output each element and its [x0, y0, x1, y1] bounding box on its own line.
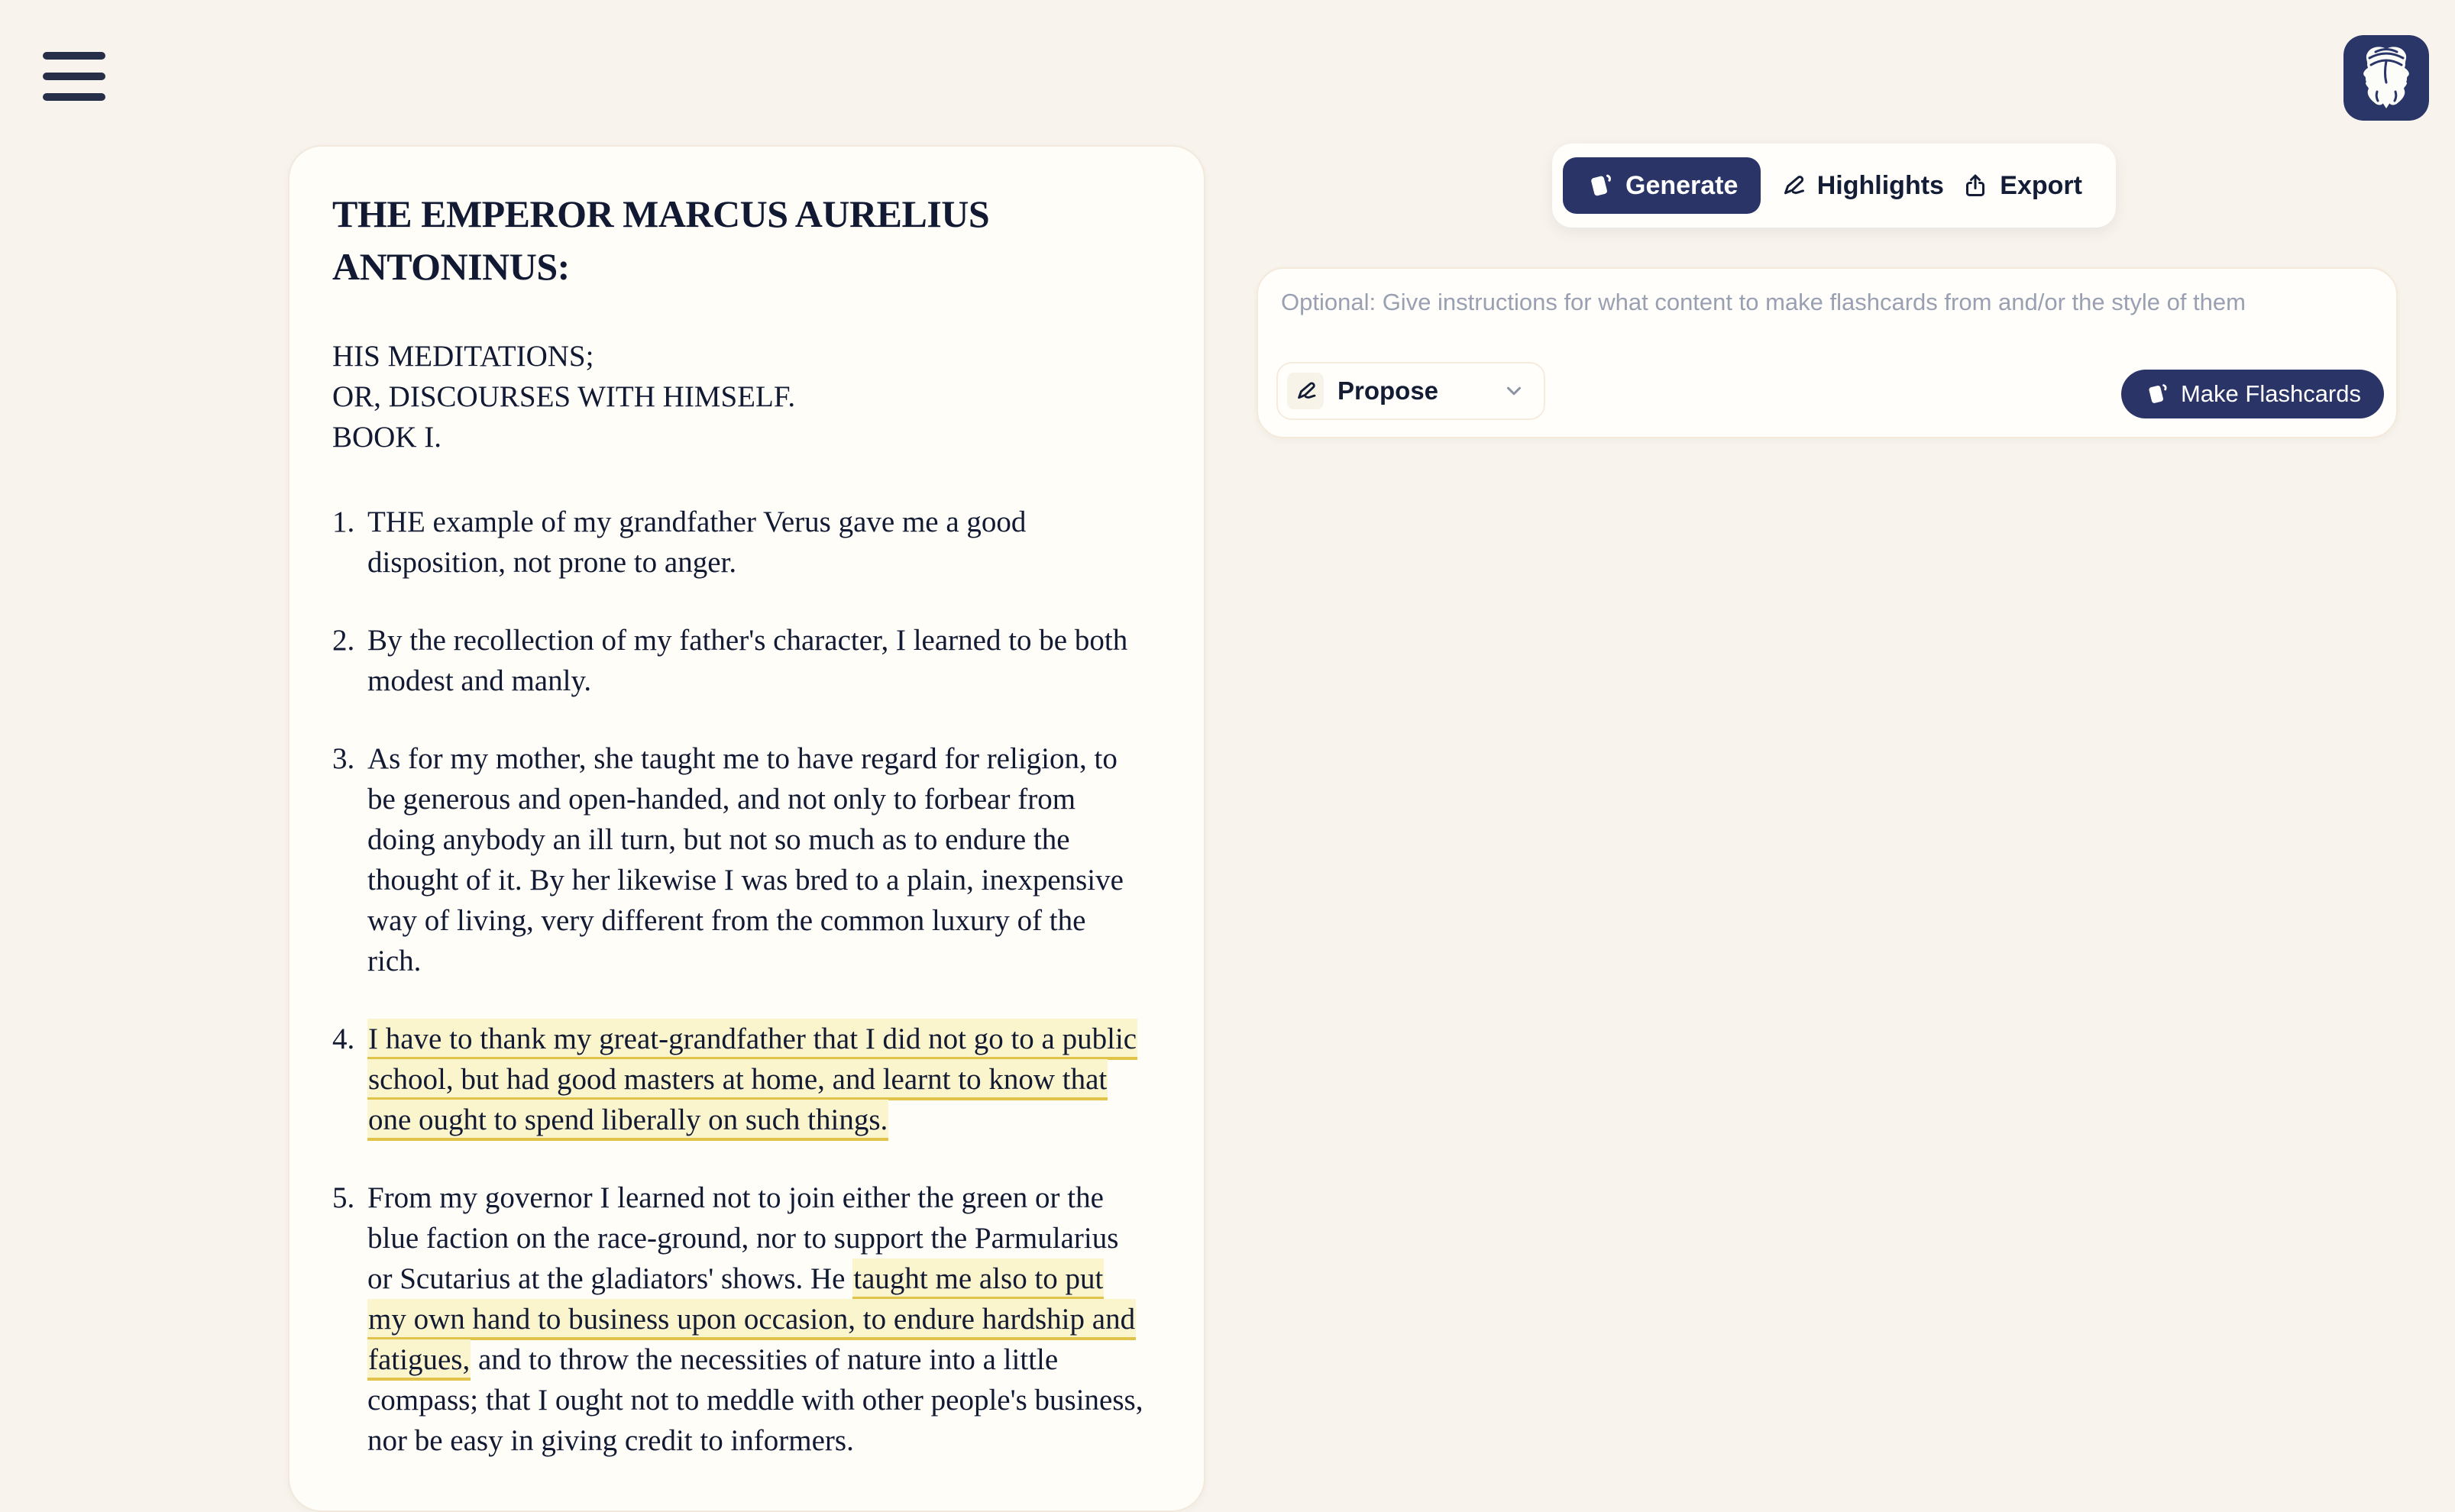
instructions-input[interactable]	[1281, 283, 2366, 322]
highlighted-text: I have to thank my great-grandfather that I did not go to a public school, but had good masters at home, and learnt to know that one ought to spend liberally on such things.	[367, 1019, 1137, 1141]
make-flashcards-button[interactable]	[2121, 370, 2384, 418]
document-card	[288, 145, 1205, 1512]
generate-label: Generate	[1625, 170, 1739, 200]
highlighter-icon	[1293, 379, 1318, 403]
highlighted-text: taught me also to put my own hand to business upon occasion, to endure hardship and fatigues,	[367, 1258, 1136, 1381]
instructions-card	[1257, 267, 2398, 438]
propose-label: Propose	[1337, 376, 1439, 405]
propose-iconbox	[1287, 373, 1324, 409]
highlighter-icon	[1779, 172, 1806, 199]
list-item-number: 1.	[332, 506, 355, 539]
flashcards-icon	[1586, 171, 1615, 200]
body-text: THE example of my grandfather Verus gave me a good disposition, not prone to anger.	[367, 506, 1027, 580]
list-item	[332, 620, 1147, 701]
chevron-down-icon	[1502, 380, 1525, 402]
highlights-label: Highlights	[1816, 170, 1944, 200]
share-icon	[1962, 172, 1989, 199]
body-text: and to throw the necessities of nature into a little compass; that I ought not to meddle with other people's business, nor be easy in giving credit to informers.	[367, 1343, 1143, 1458]
export-button[interactable]	[1962, 171, 2082, 201]
janus-logo-icon	[2343, 35, 2429, 121]
list-item	[332, 502, 1147, 583]
body-text: From my governor I learned not to join either the green or the blue faction on the race-ground, nor to support the Parmularius or Scutarius at the gladiators' shows. He	[367, 1181, 1119, 1296]
body-text: By the recollection of my father's character, I learned to be both modest and manly.	[367, 624, 1128, 698]
list-item-number: 4.	[332, 1023, 355, 1056]
propose-dropdown[interactable]	[1276, 362, 1545, 420]
flashcards-icon	[2144, 381, 2170, 407]
list-item	[332, 1178, 1147, 1461]
list-item-number: 5.	[332, 1181, 355, 1215]
body-text: As for my mother, she taught me to have regard for religion, to be generous and open-handed, and not only to forbear from doing anybody an ill turn, but not so much as to endure the thought of it. By her likewise I was bred to a plain, inexpensive way of living, very different from the common luxury of the rich.	[367, 742, 1124, 978]
export-label: Export	[2000, 170, 2082, 200]
flashcard-toolbar	[1552, 144, 2116, 228]
meditations-list	[332, 502, 1161, 1461]
list-item-number: 2.	[332, 624, 355, 657]
make-flashcards-label: Make Flashcards	[2180, 380, 2361, 407]
list-item	[332, 738, 1147, 981]
generate-tab[interactable]	[1563, 157, 1761, 214]
document-title: THE EMPEROR MARCUS AURELIUS ANTONINUS:	[332, 192, 990, 288]
list-item	[332, 1019, 1147, 1140]
hamburger-icon	[43, 52, 105, 60]
highlights-tab[interactable]	[1779, 171, 1944, 201]
list-item-number: 3.	[332, 742, 355, 776]
menu-button[interactable]	[43, 47, 108, 105]
document-subtitle: HIS MEDITATIONS; OR, DISCOURSES WITH HIMSELF. BOOK I.	[332, 340, 796, 454]
